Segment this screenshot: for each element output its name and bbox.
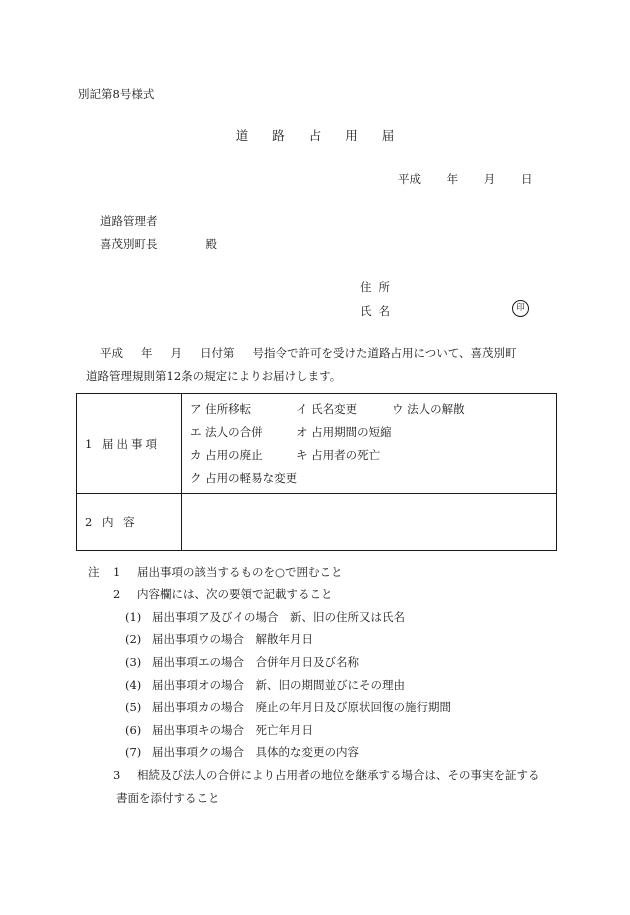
option-line	[190, 444, 556, 467]
body-month: 月	[170, 346, 182, 360]
sub-note-number: (2)	[125, 632, 142, 646]
sub-note: 届出事項カの場合 廃止の年月日及び原状回復の施行期間	[152, 700, 451, 714]
content-field[interactable]	[182, 494, 557, 551]
option-line	[190, 398, 556, 421]
body-text-line1	[100, 346, 517, 360]
addressee-line1: 道路管理者	[100, 214, 158, 228]
sub-note: 届出事項ア及びイの場合 新、旧の住所又は氏名	[152, 610, 405, 624]
sub-note: 届出事項ウの場合 解散年月日	[152, 632, 313, 646]
option-address-change: ア 住所移転	[190, 402, 252, 416]
date-line: 平成 年 月 日	[398, 172, 533, 186]
sub-note-number: (6)	[125, 723, 142, 737]
notes-prefix: 注	[88, 565, 100, 579]
sub-note: 届出事項キの場合 死亡年月日	[152, 723, 313, 737]
sub-note-number: (4)	[125, 678, 142, 692]
note-2-number: 2	[113, 587, 121, 601]
sub-note-number: (7)	[125, 745, 142, 759]
applicant-name-label: 氏名	[360, 304, 397, 318]
sub-note-number: (3)	[125, 655, 142, 669]
addressee-honorific: 殿	[205, 237, 217, 251]
option-period-shortening: オ 占用期間の短縮	[296, 425, 392, 439]
option-dissolution: ウ 法人の解散	[392, 402, 465, 416]
sub-note: 届出事項オの場合 新、旧の期間並びにその理由	[152, 678, 405, 692]
body-day-no: 日付第	[200, 346, 235, 360]
body-rest: 号指令で許可を受けた道路占用について、喜茂別町	[252, 346, 517, 360]
content-label: 2 内 容	[77, 494, 182, 551]
body-era: 平成	[100, 346, 123, 360]
seal-mark: 印	[512, 300, 529, 317]
note-3-line1: 相続及び法人の合併により占用者の地位を継承する場合は、その事実を証する	[137, 768, 540, 782]
notification-options	[182, 394, 557, 494]
sub-note: 届出事項エの場合 合併年月日及び名称	[152, 655, 359, 669]
addressee-name: 喜茂別町長	[100, 237, 158, 251]
notification-table	[76, 393, 557, 551]
note-2: 内容欄には、次の要領で記載すること	[137, 587, 333, 601]
applicant-address-label: 住所	[360, 280, 397, 294]
note-3-number: 3	[113, 768, 121, 782]
option-abolition: カ 占用の廃止	[190, 448, 263, 462]
sub-note-number: (1)	[125, 610, 142, 624]
option-line	[190, 421, 556, 444]
body-year: 年	[141, 346, 153, 360]
table-row	[77, 494, 557, 551]
body-text-line2: 道路管理規則第12条の規定によりお届けします。	[86, 369, 342, 383]
note-3-line2: 書面を添付すること	[116, 791, 220, 805]
option-death: キ 占用者の死亡	[296, 448, 381, 462]
sub-note-number: (5)	[125, 700, 142, 714]
note-1-number: 1	[113, 565, 121, 579]
note-1: 届出事項の該当するものを○で囲むこと	[137, 565, 343, 579]
option-line	[190, 467, 556, 490]
sub-note: 届出事項クの場合 具体的な変更の内容	[152, 745, 359, 759]
addressee-line2	[100, 237, 217, 251]
option-merger: エ 法人の合併	[190, 425, 263, 439]
option-minor-change: ク 占用の軽易な変更	[190, 471, 298, 485]
option-name-change: イ 氏名変更	[296, 402, 358, 416]
document-title: 道路占用届	[235, 128, 419, 143]
table-row	[77, 394, 557, 494]
form-number: 別記第8号様式	[78, 87, 155, 101]
notification-item-label: 1 届出事項	[77, 394, 182, 494]
